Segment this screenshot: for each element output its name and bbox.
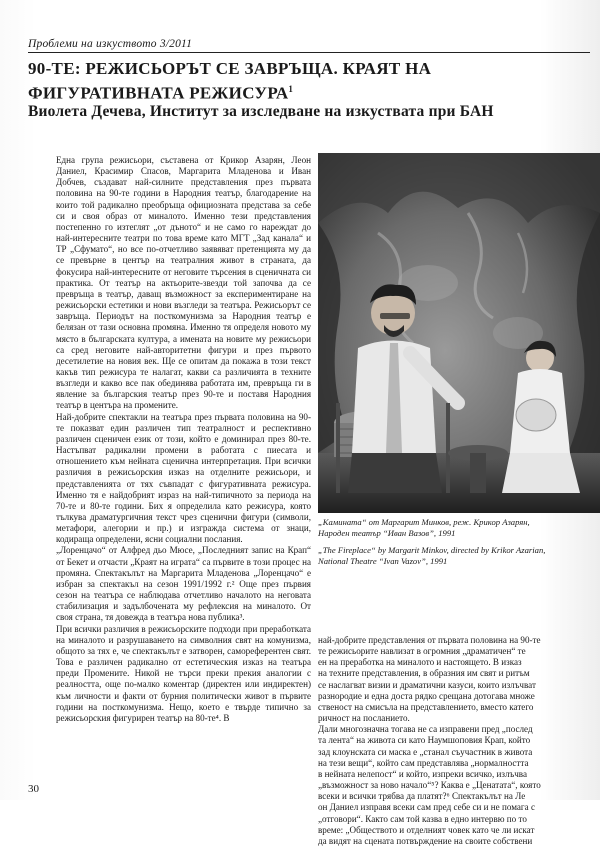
stage-photo [318, 153, 600, 513]
right-line: он Даниел изправя всеки сам пред себе си и не помага с [318, 802, 536, 813]
right-line: се наслагват визии и драматични казуси, които излъчват [318, 679, 536, 690]
right-line: та лента“ на живота си като Наумшоповия Крап, който [318, 735, 531, 746]
right-line: разнородие и една доста рядко срещана дотогава множе [318, 690, 535, 701]
right-line: Дали многозначна тогава не са изправени пред „послед [318, 724, 533, 735]
right-line: на тези вещи“, който сам представлява „нормалността [318, 757, 529, 768]
photo-caption [318, 517, 600, 567]
right-line: „възможност за ново начало“⁵? Каква е „Ценатата“, която [318, 780, 541, 791]
paragraph-4: При всички различия в режисьорските подходи при преработката на миналото и разрушаването на символния свят на комунизма, общото за тях е, че спектакълът е затворен, самореферентен свят. Това е различен радикално от естетическия изказ на театъра преди Промените. Никой не търси преки прекия аналогии с реалността, още по-малко коментар (директен или индиректен) към личности и факти от бурния политически живот в първите години на посткомунизма. Нещо, което е твърде типично за режисьорския фигурирен театър на 80-те⁴. В [56, 623, 311, 723]
running-head: Проблеми на изкуството 3/2011 [28, 38, 193, 50]
right-line: ственост на смисъла на представлението, вместо катего [318, 701, 534, 712]
right-line: на техните представления, в образния им свят и ритъм [318, 668, 530, 679]
title-line-1: 90-ТЕ: РЕЖИСЬОРЪТ СЕ ЗАВРЪЩА. КРАЯТ НА [28, 59, 432, 78]
page-number: 30 [28, 783, 39, 795]
paragraph-2: Най-добрите спектакли на театъра през първата половина на 90-те показват един различен тип театралност и респективно различен сценичен език от този, който е доминирал през 80-те. Настъпват радикални промени в работата с пиесата и отношението към нейната сценична интерпретация. При всички различия в режисьорския изказ на отделните режисьори, и представленията от тях съвпадат с фигуративната режисура. Именно тя е найдобрият израз на най-типичното за периода на 70-те и 80-те години. Бих я определила като режисура, която тълкува драматургичния текст чрез сценични фигури (символи, метафори, алегории и пр.) и изгражда система от знаци, кодираща определени, ясни социални послания. [56, 411, 311, 545]
left-column [56, 155, 311, 795]
right-line: зад клоунската си маска е „станал съучастник в живота [318, 746, 533, 757]
paragraph-3: „Лоренцачо“ от Алфред дьо Мюсе, „Последният запис на Крап“ от Бекет и отчасти „Краят на играта“ са първите в този процес на промяна. Спектакълът на Маргарита Младенова „Лоренцачо“ е избран за спектакъл на сезон 1991/1992 г.² Още през първия сезон на театъра се наблюдава отчетливо началото на неговата стабилизация и задълбочената му рефлексия на миналото. От своя страна, тя довежда в театъра нова публика³. [56, 545, 311, 623]
right-line: ен на преработка на миналото и настоящето. В изказ [318, 657, 522, 668]
caption-bg-line-2: Народен театър “Иван Вазов”, 1991 [318, 528, 456, 538]
right-line: те режисьорите навлизат в огромния „драматичен“ те [318, 646, 526, 657]
title-line-2: ФИГУРАТИВНАТА РЕЖИСУРА [28, 83, 289, 103]
right-line: в нейната нелепост“ и който, изпреки всичко, излъчва [318, 768, 528, 779]
right-line: най-добрите представления от първата половина на 90-те [318, 635, 541, 645]
author-line: Виолета Дечева, Институт за изследване на изкуствата при БАН [28, 103, 494, 120]
right-line: „отговори“. Както сам той казва в едно интервю по то [318, 813, 527, 824]
right-line: всеки и всички трябва да платят?⁶ Спектакълът на Ле [318, 791, 526, 802]
caption-en-line-2: National Theatre “Ivan Vazov”, 1991 [318, 556, 448, 566]
header-rule [28, 52, 590, 53]
right-line: ричност на посланието. [318, 713, 410, 724]
right-column [318, 635, 600, 846]
right-line: време: „Обществото и отделният човек като че ли искат [318, 824, 535, 835]
paragraph-1: Една група режисьори, съставена от Крикор Азарян, Леон Даниел, Красимир Спасов, Маргарита Младенова и Иван Добчев, създават най-силните представления през първата половина на 90-те години в Народния театър, благодарение на които той радикално преобръща официозната представа за себе си и своя образ от миналото. Именно тези представления постепенно го изтеглят „от дъното“ и не само го нареждат до най-интересните театри по това време като МГТ „Зад канала“ и ТР „Сфумато“, но все по-отчетливо заявяват претенцията му да се превърне в център на театралния живот в страната, да фокусира най-интересните от неговите търсения в сценичната си практика. От театър на актьорите-звезди той започва да се превръща в театър, даващ възможност за експериментиране на режисьорски естетики и нови възгледи за театъра. Режисьорът се завръща. Периодът на посткомунизма за Народния театър е белязан от тази основна промяна. Именно тя определя новото му място в българската култура, а имената на новите му режисьори са сред неговите най-авторитетни фигури и през първото десетилетие на новия век. Ще се опитам да покажа в този текст какъв тип режисура те налагат, какви са различията в техните възгледи и какво все пак обединява работата им, превръща ги в явление за българския театър през 90-те и поставя Народния театър в центъра на промените. [56, 155, 311, 411]
caption-bg-line-1: „Камината“ от Маргарит Минков, реж. Крикор Азарян, [318, 517, 530, 527]
article-title [28, 58, 588, 104]
caption-en-line-1: „The Fireplace“ by Margarit Minkov, directed by Krikor Azarian, [318, 545, 546, 555]
title-footnote-marker: 1 [288, 84, 294, 94]
right-line: да видят на сцената потвърждение на своите собствени [318, 835, 533, 846]
stage-photo-image [318, 153, 600, 513]
